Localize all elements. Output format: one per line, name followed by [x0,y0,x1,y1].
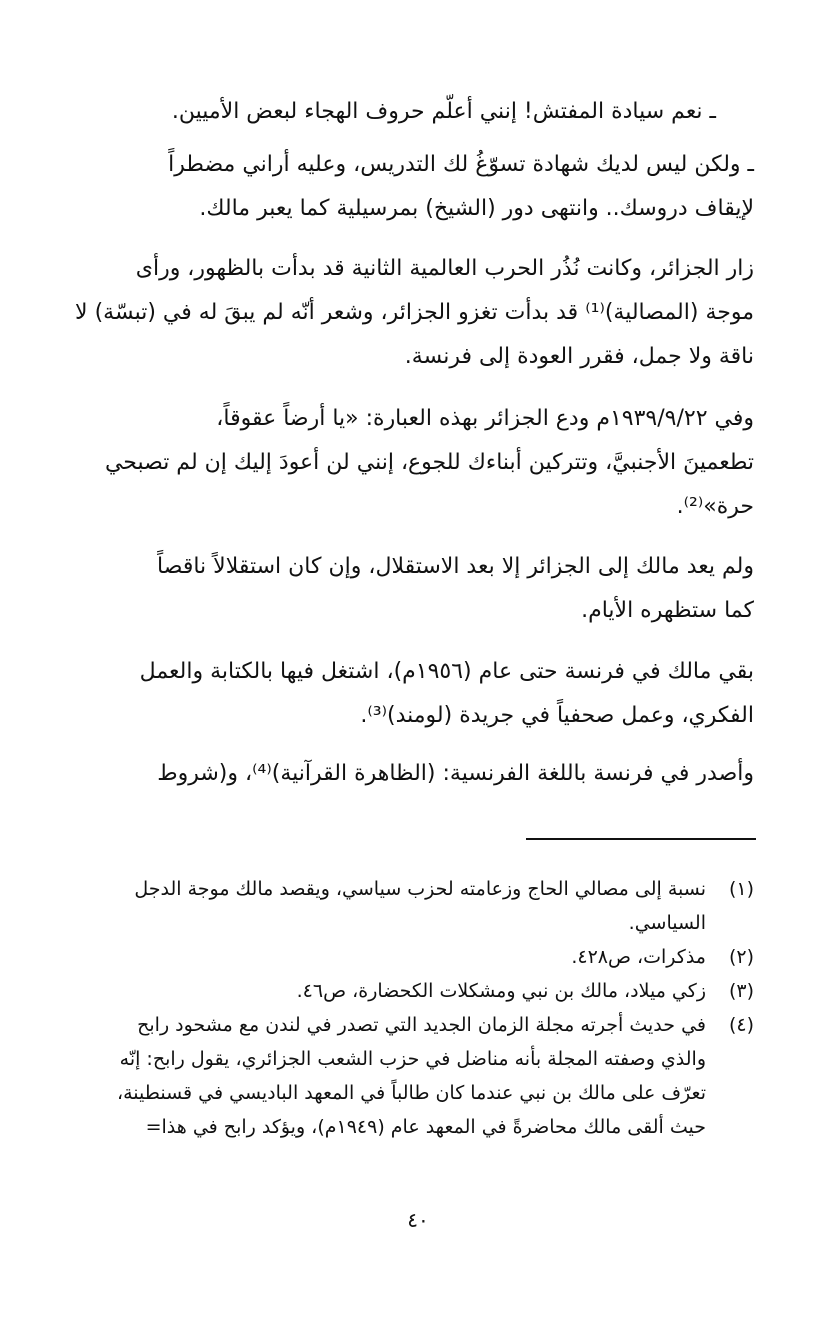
paragraph-7 [80,752,754,796]
footnote-line: تعرّف على مالك بن نبي عندما كان طالباً في المعهد الباديسي في قسنطينة، [116,1082,706,1104]
footnote-divider [526,838,756,840]
footnote-line: مذكرات، ص٤٢٨. [571,946,706,968]
paragraph-6 [80,650,754,738]
paragraph-5 [80,545,754,633]
paragraph-1 [80,90,716,134]
text-line: ـ نعم سيادة المفتش! إنني أعلّم حروف الهجاء لبعض الأميين. [171,99,716,124]
footnote-line: والذي وصفته المجلة بأنه مناضل في حزب الشعب الجزائري، يقول رابح: إنّه [119,1048,706,1070]
text-line: كما ستظهره الأيام. [581,598,754,623]
footnotes [80,872,754,1144]
text-line: ولم يعد مالك إلى الجزائر إلا بعد الاستقلال، وإن كان استقلالاً ناقصاً [157,554,754,579]
text-line: وفي ١٩٣٩/٩/٢٢م ودع الجزائر بهذه العبارة: «يا أرضاً عقوقاً، [216,406,754,431]
footnote-number: (٤) [728,1014,754,1036]
footnote-line: السياسي. [628,912,706,934]
footnote-line: زكي ميلاد، مالك بن نبي ومشكلات الكحضارة، ص٤٦. [296,980,706,1002]
footnote-number: (٣) [728,980,754,1002]
text-line: حرة»⁽²⁾. [676,494,754,519]
text-line: وأصدر في فرنسة باللغة الفرنسية: (الظاهرة القرآنية)⁽⁴⁾، و(شروط [157,761,754,786]
footnote-number: (٢) [728,946,754,968]
footnote-number: (١) [728,878,754,900]
footnote-line: في حديث أجرته مجلة الزمان الجديد التي تصدر في لندن مع مشحود رابح [137,1014,706,1036]
text-line: ـ ولكن ليس لديك شهادة تسوّغُ لك التدريس، وعليه أراني مضطراً [168,152,754,177]
text-line: تطعمينَ الأجنبيَّ، وتتركين أبناءك للجوع، إنني لن أعودَ إليك إن لم تصبحي [104,450,754,475]
text-line: الفكري، وعمل صحفياً في جريدة (لومند)⁽³⁾. [360,703,754,728]
text-line: بقي مالك في فرنسة حتى عام (١٩٥٦م)، اشتغل فيها بالكتابة والعمل [139,659,754,684]
text-line: موجة (المصالية)⁽¹⁾ قد بدأت تغزو الجزائر، وشعر أنّه لم يبقَ له في (تبسّة) لا [75,300,754,325]
footnote-line: حيث ألقى مالك محاضرةً في المعهد عام (١٩٤٩م)، ويؤكد رابح في هذا= [145,1116,706,1138]
footnote-item [80,974,754,1008]
footnote-item [80,872,754,940]
text-line: لإيقاف دروسك.. وانتهى دور (الشيخ) بمرسيلية كما يعبر مالك. [199,196,754,221]
text-line: زار الجزائر، وكانت نُذُر الحرب العالمية الثانية قد بدأت بالظهور، ورأى [135,256,754,281]
text-line: ناقة ولا جمل، فقرر العودة إلى فرنسة. [404,344,754,369]
paragraph-2 [80,143,754,231]
paragraph-3 [75,247,754,379]
footnote-line: نسبة إلى مصالي الحاج وزعامته لحزب سياسي، ويقصد مالك موجة الدجل [134,878,706,900]
paragraph-4 [80,397,754,529]
footnote-item [80,1008,754,1144]
footnote-item [80,940,754,974]
page-number: ٤٠ [407,1208,429,1232]
